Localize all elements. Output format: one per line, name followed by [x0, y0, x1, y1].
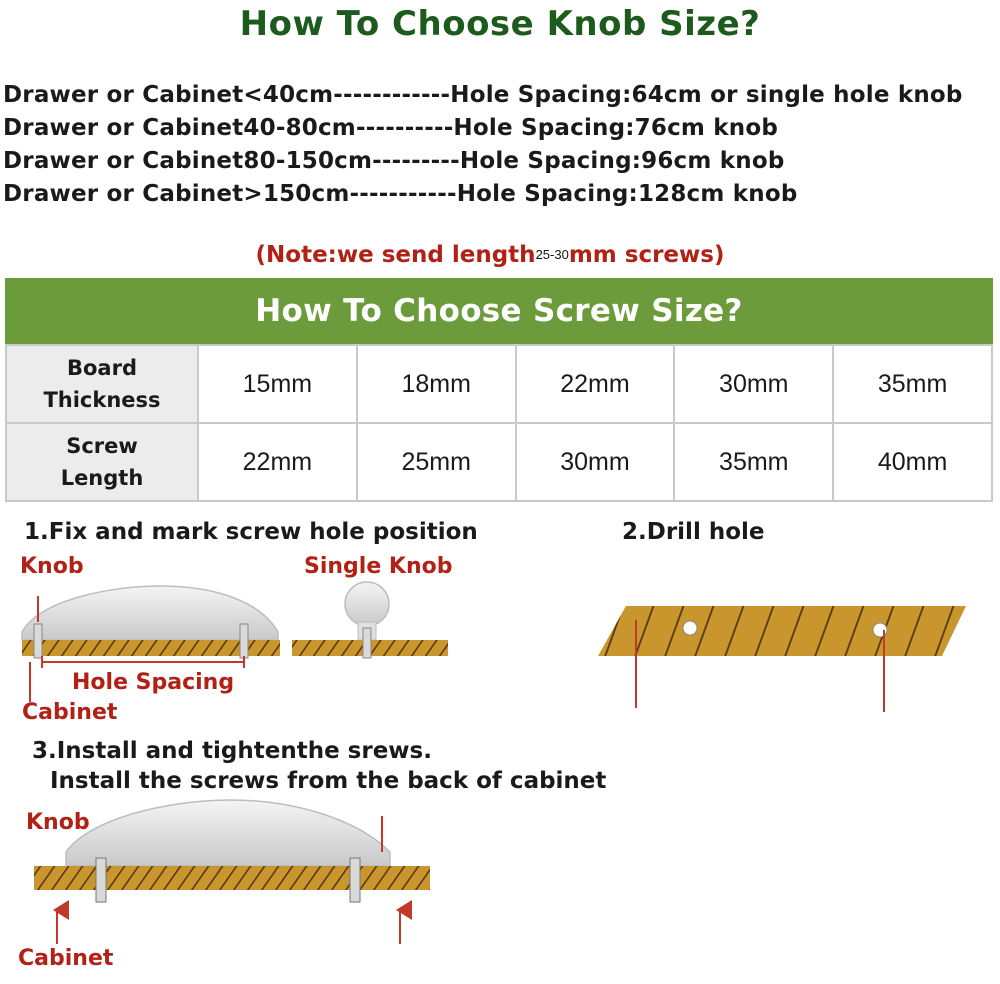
table-cell: 35mm — [674, 423, 833, 501]
note-suffix: mm screws) — [568, 242, 725, 268]
step2-title: 2.Drill hole — [622, 519, 765, 545]
step3-install-diagram — [34, 800, 430, 944]
single-knob-label: Single Knob — [304, 554, 453, 579]
cabinet-label: Cabinet — [18, 946, 114, 971]
step1-title: 1.Fix and mark screw hole position — [24, 519, 478, 545]
knob-rule: Drawer or Cabinet80-150cm---------Hole Spacing:96cm knob — [3, 148, 785, 174]
note-value: 25-30 — [535, 247, 569, 262]
note-prefix: (Note:we send length — [255, 242, 536, 268]
table-cell: 22mm — [516, 345, 675, 423]
table-cell: 22mm — [198, 423, 357, 501]
table-cell: 30mm — [516, 423, 675, 501]
step3-title-line1: 3.Install and tightenthe srews. — [32, 738, 432, 764]
row-header-line: Screw — [66, 434, 138, 458]
hole-spacing-label: Hole Spacing — [72, 670, 235, 695]
table-cell: 15mm — [198, 345, 357, 423]
knob-rule: Drawer or Cabinet40-80cm----------Hole Spacing:76cm knob — [3, 115, 779, 141]
knob-label: Knob — [20, 554, 84, 579]
row-header-line: Board — [67, 356, 137, 380]
single-knob-icon — [345, 582, 389, 626]
table-cell: 25mm — [357, 423, 516, 501]
table-cell: 30mm — [674, 345, 833, 423]
step3-title-line2: Install the screws from the back of cabinet — [50, 768, 607, 794]
row-header-line: Length — [60, 466, 144, 490]
row-header-line: Thickness — [43, 388, 161, 412]
step2-drill-diagram — [598, 606, 966, 712]
drill-hole-icon — [683, 621, 697, 635]
handle-icon — [66, 800, 390, 866]
table-cell: 40mm — [833, 423, 992, 501]
step1-single-knob-diagram — [292, 582, 448, 658]
screw-table-header: How To Choose Screw Size? — [5, 278, 993, 344]
table-cell: 35mm — [833, 345, 992, 423]
page-title: How To Choose Knob Size? — [239, 4, 761, 44]
board-step2 — [598, 606, 966, 656]
knob-rule: Drawer or Cabinet<40cm------------Hole Spacing:64cm or single hole knob — [3, 82, 963, 108]
knob-label: Knob — [26, 810, 90, 835]
screw-icon — [350, 858, 360, 902]
knob-rule: Drawer or Cabinet>150cm-----------Hole Spacing:128cm knob — [3, 181, 798, 207]
board-step3 — [34, 866, 430, 890]
cabinet-label: Cabinet — [22, 700, 118, 725]
table-cell: 18mm — [357, 345, 516, 423]
screw-icon — [96, 858, 106, 902]
